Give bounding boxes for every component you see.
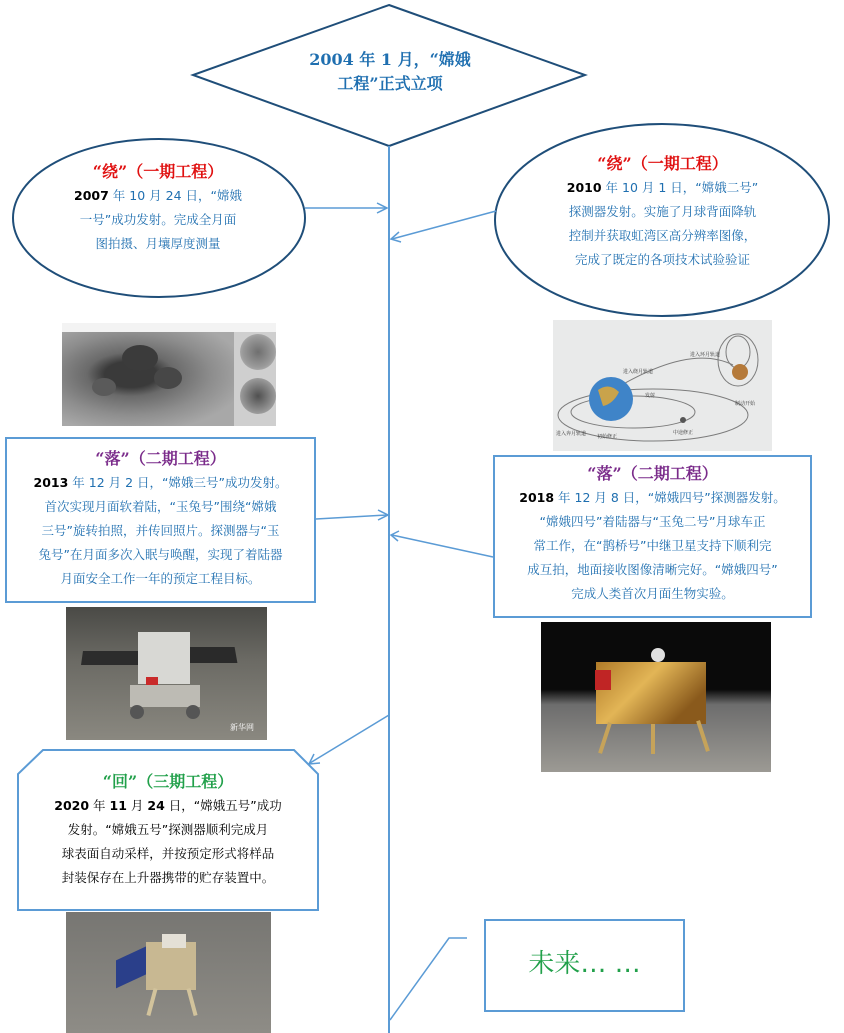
chang1-quote: “绕” (92, 162, 128, 181)
chang3-line4: 兔号”在月面多次入眠与唤醒，实现了着陆器 (38, 547, 283, 562)
chang1-line2: 一号”成功发射。完成全月面 (79, 212, 237, 227)
chang5-text (24, 770, 312, 890)
chang5-l1e: 日，“嫦娥五号”成功 (164, 798, 282, 813)
chang3-quote: “落” (95, 449, 130, 468)
chang4-l1b: 12 (574, 490, 591, 505)
yutu-rover-image (66, 607, 267, 740)
chang2-text (525, 152, 800, 272)
change4-lander-image (541, 622, 771, 772)
orbit-label-6: 初始修正 (597, 434, 618, 440)
orbit-label-4: 制动开始 (735, 401, 756, 407)
chang2-year: 2010 (566, 180, 602, 195)
chang4-l1c: 月 (590, 490, 611, 505)
chang5-line2: 发射。“嫦娥五号”探测器顺利完成月 (67, 822, 269, 837)
chang1-year: 2007 (74, 188, 109, 203)
chang4-l1d: 8 (610, 490, 619, 505)
chang5-l1d: 24 (147, 798, 165, 813)
chang5-l1b: 11 (109, 798, 127, 813)
chang2-quote: “绕” (597, 154, 632, 173)
future-text: 未来… … (528, 949, 641, 979)
orbit-label-2: 进入绕月轨道 (623, 369, 654, 375)
change5-lander-image (66, 912, 271, 1033)
chang1-l1b: 10 (129, 188, 146, 203)
orbit-label-3: 发射 (645, 393, 656, 399)
start-year: 2004 (309, 50, 354, 69)
chang3-phase: （二期工程） (129, 449, 226, 468)
chang5-phase: （三期工程） (137, 772, 234, 791)
chang2-phase: （一期工程） (631, 154, 728, 173)
chang1-l1c: 月 (145, 188, 166, 203)
chang1-line3: 图拍摄、月壤厚度测量 (95, 236, 221, 251)
chang3-year: 2013 (33, 475, 69, 490)
start-line2: 工程”正式立项 (337, 74, 443, 93)
chang1-phase: （一期工程） (127, 162, 224, 181)
chang5-line4: 封装保存在上升器携带的贮存装置中。 (61, 870, 275, 885)
chang1-l1d: 24 (165, 188, 182, 203)
chang2-arrow (392, 211, 496, 239)
chang3-l1b: 12 (88, 475, 105, 490)
chang2-l1c: 月 (637, 180, 659, 195)
chang5-arrow (310, 715, 389, 763)
chang2-l1d: 1 (658, 180, 667, 195)
chang1-text (38, 160, 278, 256)
orbit-diagram-image (553, 320, 772, 451)
chang3-l1c: 月 (104, 475, 126, 490)
chang4-text (496, 462, 809, 606)
chang4-year: 2018 (519, 490, 555, 505)
chang4-l1e: 日，“嫦娥四号”探测器发射。 (618, 490, 786, 505)
watermark-text: 新华网 (230, 723, 254, 732)
chang3-line2: 首次实现月面软着陆，“玉兔号”围绕“嫦娥 (44, 499, 277, 514)
moon-map-image (62, 323, 276, 426)
orbit-label-7: 进入奔月轨道 (556, 431, 587, 437)
chang3-l1e: 日，“嫦娥三号”成功发射。 (133, 475, 288, 490)
chang2-l1b: 10 (622, 180, 638, 195)
chang4-phase: （二期工程） (621, 464, 718, 483)
start-line1: 年 1 月，“嫦娥 (353, 50, 471, 69)
chang3-l1a: 年 (68, 475, 89, 490)
chang4-line4: 成互拍，地面接收图像清晰完好。“嫦娥四号” (527, 562, 778, 577)
chang2-line3: 控制并获取虹湾区高分辨率图像， (568, 228, 757, 243)
chang4-line5: 完成人类首次月面生物实验。 (571, 586, 734, 601)
chang5-line3: 球表面自动采样，并按预定形式将样品 (61, 846, 275, 861)
chang3-line5: 月面安全工作一年的预定工程目标。 (60, 571, 261, 586)
start-title (260, 48, 520, 96)
orbit-label-1: 进入环月轨道 (690, 352, 721, 358)
chang1-l1e: 日，“嫦娥 (181, 188, 242, 203)
future-connector (390, 938, 467, 1020)
chang4-line3: 常工作，在“鹊桥号”中继卫星支持下顺利完 (533, 538, 772, 553)
chang3-line3: 三号”旋转拍照，并传回照片。探测器与“玉 (41, 523, 280, 538)
chang4-arrow (392, 535, 493, 557)
chang5-l1a: 年 (89, 798, 110, 813)
chang1-l1a: 年 (108, 188, 130, 203)
chang2-l1e: 日，“嫦娥二号” (666, 180, 759, 195)
orbit-label-5: 中途修正 (673, 430, 694, 436)
chang2-l1a: 年 (601, 180, 622, 195)
chang5-l1c: 月 (126, 798, 148, 813)
chang5-quote: “回” (102, 772, 138, 791)
chang2-line4: 完成了既定的各项技术试验验证 (574, 252, 750, 267)
chang5-year: 2020 (54, 798, 90, 813)
chang4-quote: “落” (587, 464, 622, 483)
chang3-l1d: 2 (125, 475, 134, 490)
chang4-line2: “嫦娥四号”着陆器与“玉兔二号”月球车正 (539, 514, 766, 529)
chang3-arrow (316, 515, 387, 519)
chang3-text (8, 447, 313, 591)
chang4-l1a: 年 (554, 490, 575, 505)
chang2-line2: 探测器发射。实施了月球背面降轨 (568, 204, 757, 219)
